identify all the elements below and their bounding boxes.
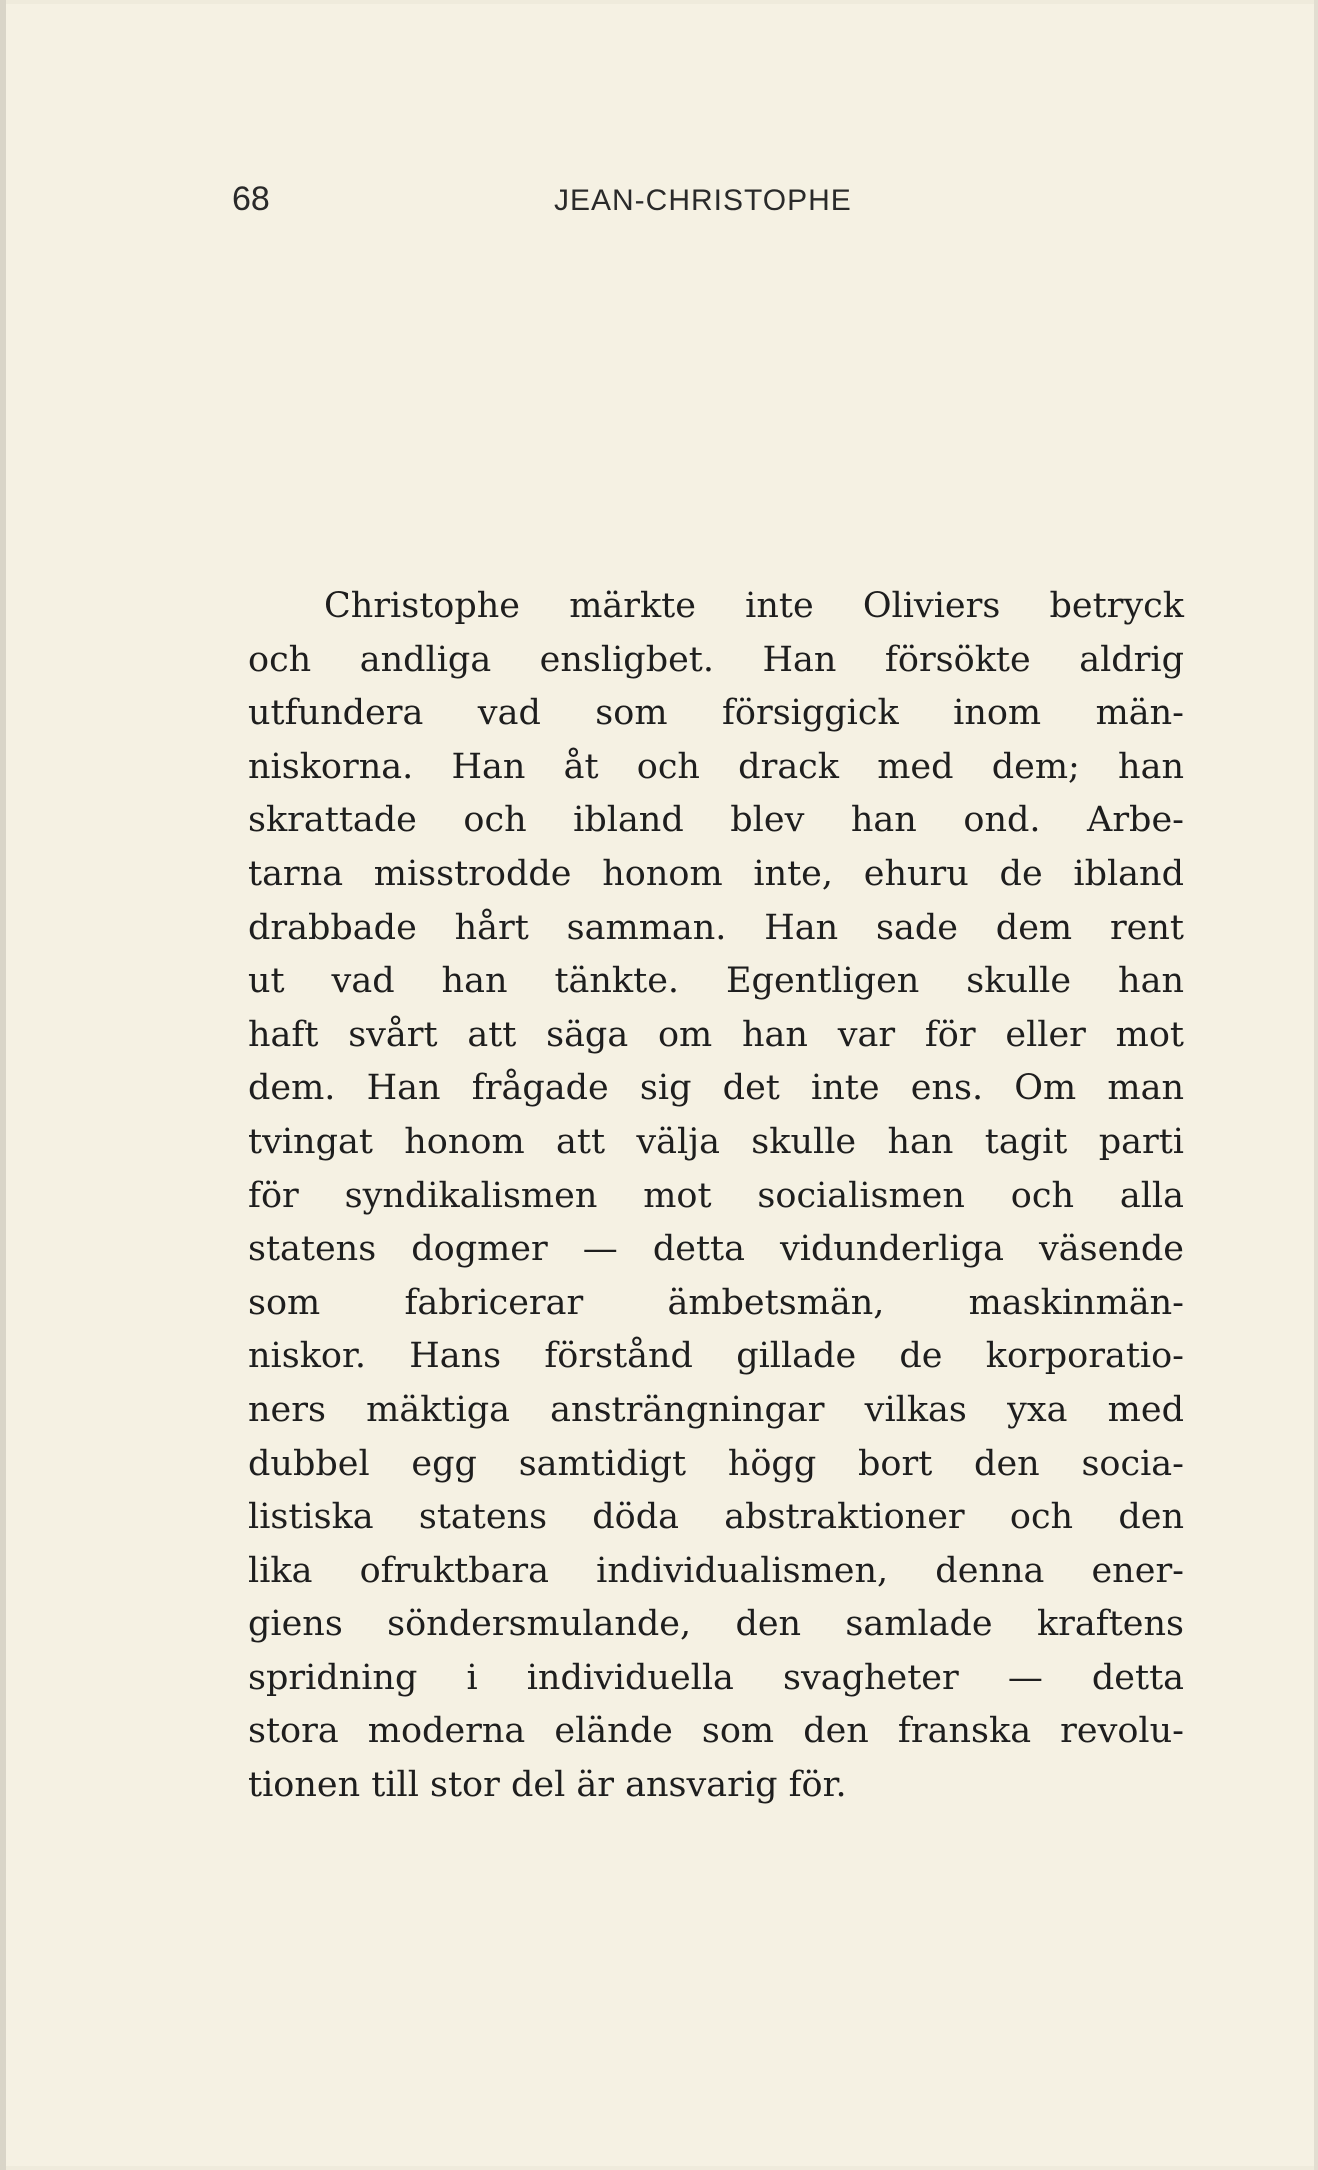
text-line: tarna misstrodde honom inte, ehuru de ibland [248, 853, 1184, 894]
running-head: JEAN-CHRISTOPHE [554, 184, 852, 217]
text-line: niskor. Hans förstånd gillade de korporatio- [248, 1336, 1184, 1377]
text-line: lika ofruktbara individualismen, denna ener- [248, 1550, 1184, 1591]
text-line: Christophe märkte inte Oliviers betryck [324, 586, 1184, 626]
text-line: stora moderna elände som den franska revolu- [248, 1711, 1184, 1752]
text-line: dubbel egg samtidigt högg bort den socia- [248, 1443, 1184, 1484]
text-line: tionen till stor del är ansvarig för. [248, 1765, 847, 1806]
text-line: skrattade och ibland blev han ond. Arbe- [248, 800, 1184, 841]
text-line: tvingat honom att välja skulle han tagit parti [248, 1121, 1184, 1162]
text-line: för syndikalismen mot socialismen och alla [248, 1175, 1184, 1216]
text-line: ut vad han tänkte. Egentligen skulle han [248, 961, 1184, 1002]
text-line: drabbade hårt samman. Han sade dem rent [248, 907, 1184, 948]
text-line: utfundera vad som försiggick inom män- [248, 693, 1184, 734]
text-line: dem. Han frågade sig det inte ens. Om man [248, 1068, 1184, 1109]
text-line: niskorna. Han åt och drack med dem; han [248, 746, 1184, 787]
text-line: giens söndersmulande, den samlade kraftens [248, 1604, 1184, 1645]
text-line: och andliga ensligbet. Han försökte aldrig [248, 639, 1184, 680]
text-line: haft svårt att säga om han var för eller mot [248, 1014, 1184, 1055]
text-line: listiska statens döda abstraktioner och den [248, 1497, 1184, 1538]
text-line: statens dogmer — detta vidunderliga väsende [248, 1229, 1184, 1270]
text-line: som fabricerar ämbetsmän, maskinmän- [248, 1282, 1184, 1323]
page-left-edge [0, 0, 6, 2170]
page-number: 68 [232, 180, 270, 218]
body-paragraph [248, 580, 1184, 1813]
page-right-edge [1314, 0, 1318, 2170]
text-line: ners mäktiga ansträngningar vilkas yxa med [248, 1389, 1184, 1430]
text-line: spridning i individuella svagheter — detta [248, 1657, 1184, 1698]
